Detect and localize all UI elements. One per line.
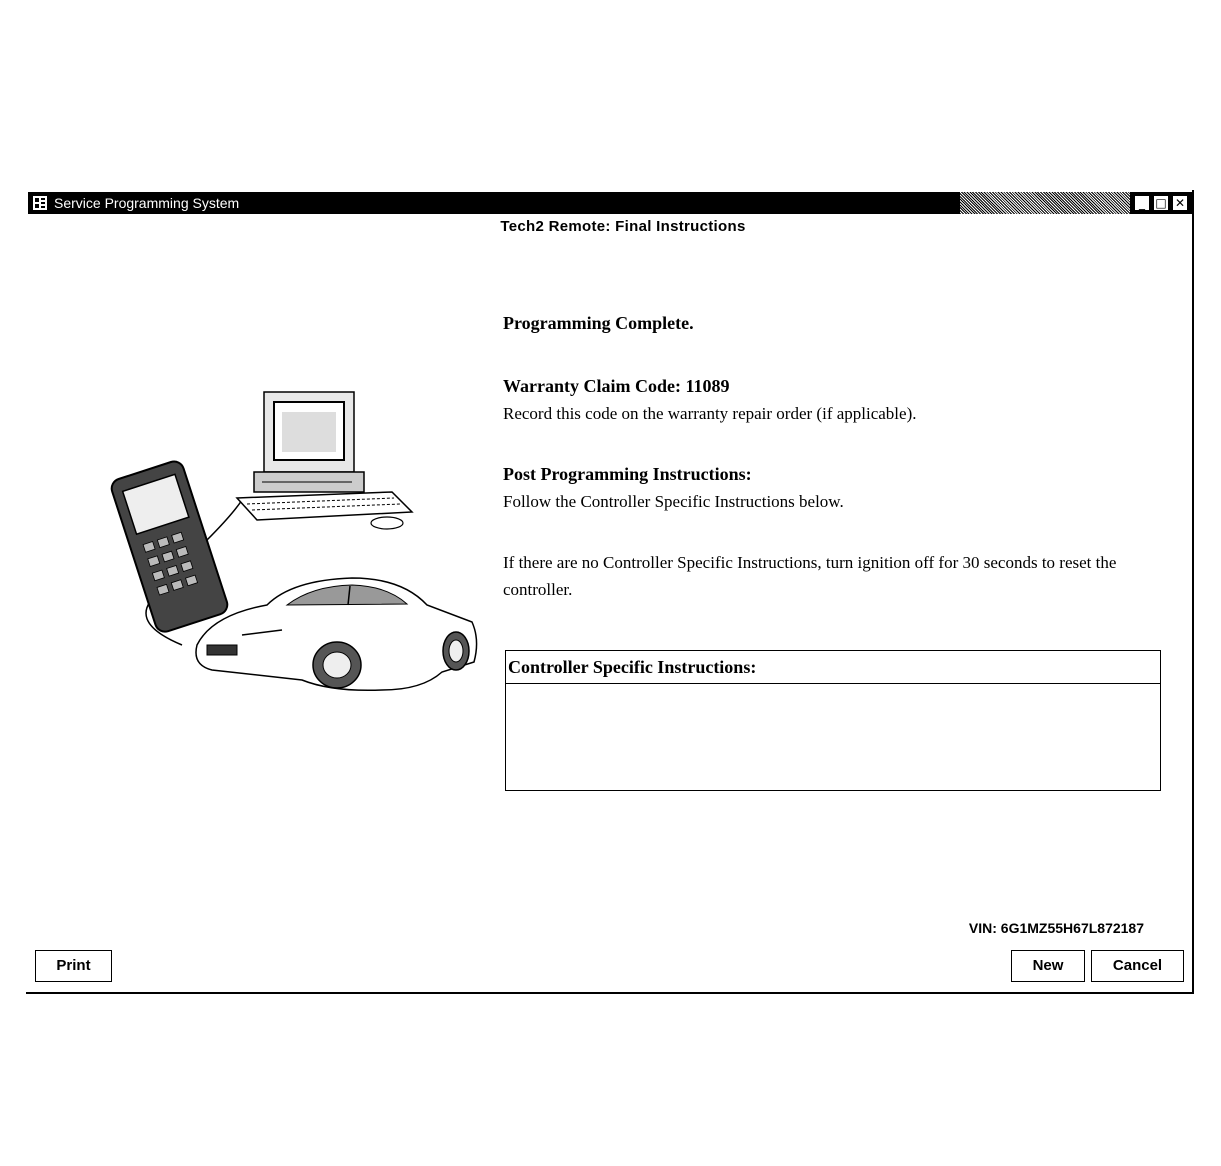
title-bar-pattern [960,192,1130,214]
app-window [26,190,1194,994]
minimize-button[interactable]: _ [1134,195,1150,211]
close-button[interactable]: ✕ [1172,195,1188,211]
tech2-scanner-icon [109,459,230,634]
tech2-computer-car-illustration [82,390,482,710]
title-bar[interactable] [28,192,1192,214]
new-button[interactable]: New [1011,950,1085,982]
warranty-claim-code: Warranty Claim Code: 11089 [503,376,730,396]
car-icon [196,578,477,690]
computer-icon [237,392,412,529]
post-programming-heading: Post Programming Instructions: [503,464,752,484]
print-button[interactable]: Print [35,950,112,982]
warranty-note: Record this code on the warranty repair order (if applicable). [503,404,917,423]
controller-instructions-body[interactable] [506,684,1160,784]
window-title: Service Programming System [54,195,240,211]
reset-note: If there are no Controller Specific Instructions, turn ignition off for 30 seconds to reset the controller. [503,553,1117,599]
screen-title: Tech2 Remote: Final Instructions [500,218,746,235]
programming-complete-heading: Programming Complete. [503,313,694,333]
instructions-content [503,310,1183,603]
controller-instructions-header: Controller Specific Instructions: [506,651,1160,684]
controller-instructions-box [505,650,1161,791]
cancel-button[interactable]: Cancel [1091,950,1184,982]
post-programming-note: Follow the Controller Specific Instructions below. [503,492,844,511]
app-icon [32,195,48,211]
vin-label: VIN: 6G1MZ55H67L872187 [968,920,1144,936]
maximize-button[interactable]: □ [1153,195,1169,211]
